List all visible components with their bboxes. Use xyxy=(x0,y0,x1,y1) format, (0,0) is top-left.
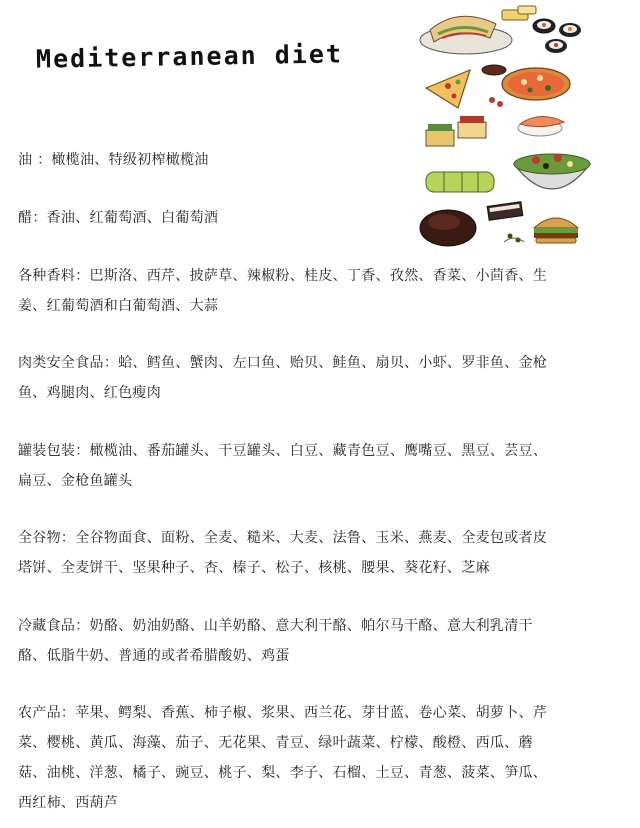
section-items-continued: 菇、油桃、洋葱、橘子、豌豆、桃子、梨、李子、石榴、土豆、青葱、菠菜、笋瓜、 xyxy=(18,765,548,781)
section-items-continued: 菜、樱桃、黄瓜、海藻、茄子、无花果、青豆、绿叶蔬菜、柠檬、酸橙、西瓜、蘑 xyxy=(18,735,533,751)
section-items-continued: 西红柿、西葫芦 xyxy=(18,795,119,811)
chocolate-bar-icon xyxy=(487,202,523,221)
veggie-roll-icon xyxy=(426,172,494,192)
section-items: 巴斯洛、西芹、披萨草、辣椒粉、桂皮、丁香、孜然、香菜、小茴香、生 xyxy=(89,268,548,284)
section-label: 全谷物 xyxy=(18,530,61,546)
salad-bowl-icon xyxy=(514,154,590,189)
section-items-continued: 扁豆、金枪鱼罐头 xyxy=(18,473,133,489)
wrap-platter-icon xyxy=(420,16,512,54)
chocolate-cake-icon xyxy=(420,210,476,246)
cheese-icon xyxy=(502,6,536,20)
section-items: 全谷物面食、面粉、全麦、糙米、大麦、法鲁、玉米、燕麦、全麦包或者皮 xyxy=(75,530,548,546)
section-canned: 罐装包装：橄榄油、番茄罐头、干豆罐头、白豆、藏青色豆、鹰嘴豆、黑豆、芸豆、 扁豆、金枪鱼罐头 xyxy=(18,436,547,496)
pizza-slice-icon xyxy=(426,70,470,108)
section-label: 冷藏食品 xyxy=(18,618,76,634)
section-items: 橄榄油、特级初榨橄榄油 xyxy=(51,152,209,168)
section-items-continued: 姜、红葡萄酒和白葡萄酒、大蒜 xyxy=(18,298,219,314)
section-label: 肉类安全食品 xyxy=(18,355,104,371)
section-oil: 油 ：橄榄油、特级初榨橄榄油 xyxy=(18,152,209,168)
burger-icon xyxy=(534,218,578,243)
section-items: 蛤、鳕鱼、蟹肉、左口鱼、贻贝、鲑鱼、扇贝、小虾、罗非鱼、金枪 xyxy=(118,355,548,371)
section-label: 油 xyxy=(18,152,33,168)
section-label: 醋 xyxy=(18,210,33,226)
section-label: 罐装包装 xyxy=(18,443,76,459)
section-items: 橄榄油、番茄罐头、干豆罐头、白豆、藏青色豆、鹰嘴豆、黑豆、芸豆、 xyxy=(89,443,548,459)
page-title: Mediterranean diet xyxy=(35,39,344,74)
section-items: 苹果、鳄梨、香蕉、柿子椒、浆果、西兰花、芽甘蓝、卷心菜、胡萝卜、芹 xyxy=(75,705,548,721)
section-items: 香油、红葡萄酒、白葡萄酒 xyxy=(46,210,219,226)
olive-icon xyxy=(504,234,524,243)
section-spices: 各种香料：巴斯洛、西芹、披萨草、辣椒粉、桂皮、丁香、孜然、香菜、小茴香、生 姜、红葡萄酒和白葡萄酒、大蒜 xyxy=(18,261,547,321)
pizza-icon xyxy=(502,68,570,100)
section-whole-grains: 全谷物：全谷物面食、面粉、全麦、糙米、大麦、法鲁、玉米、燕麦、全麦包或者皮 塔饼、全麦饼干、坚果种子、杏、榛子、松子、核桃、腰果、葵花籽、芝麻 xyxy=(18,523,547,583)
section-items-continued: 鱼、鸡腿肉、红色瘦肉 xyxy=(18,385,161,401)
section-meat: 肉类安全食品：蛤、鳕鱼、蟹肉、左口鱼、贻贝、鲑鱼、扇贝、小虾、罗非鱼、金枪 鱼、鸡腿肉、红色瘦肉 xyxy=(18,348,547,408)
section-vinegar: 醋：香油、红葡萄酒、白葡萄酒 xyxy=(18,210,219,226)
food-illustration xyxy=(418,4,632,250)
section-items-continued: 酪、低脂牛奶、普通的或者希腊酸奶、鸡蛋 xyxy=(18,648,290,664)
section-label: 农产品 xyxy=(18,705,61,721)
canape-icon xyxy=(426,116,486,146)
section-items: 奶酪、奶油奶酪、山羊奶酪、意大利干酪、帕尔马干酪、意大利乳清干 xyxy=(89,618,533,634)
section-refrigerated: 冷藏食品：奶酪、奶油奶酪、山羊奶酪、意大利干酪、帕尔马干酪、意大利乳清干 酪、低脂牛奶、普通的或者希腊酸奶、鸡蛋 xyxy=(18,611,533,671)
sushi-icon xyxy=(533,19,581,53)
shrimp-icon xyxy=(518,116,564,136)
section-produce: 农产品：苹果、鳄梨、香蕉、柿子椒、浆果、西兰花、芽甘蓝、卷心菜、胡萝卜、芹 菜、樱桃、黄瓜、海藻、茄子、无花果、青豆、绿叶蔬菜、柠檬、酸橙、西瓜、蘑 菇、油桃、洋葱、橘子、豌豆、桃子、梨、李子、石榴、土豆、青葱、菠菜、笋瓜、 西红柿、西葫芦 xyxy=(18,698,547,818)
section-label: 各种香料 xyxy=(18,268,76,284)
section-items-continued: 塔饼、全麦饼干、坚果种子、杏、榛子、松子、核桃、腰果、葵花籽、芝麻 xyxy=(18,560,490,576)
